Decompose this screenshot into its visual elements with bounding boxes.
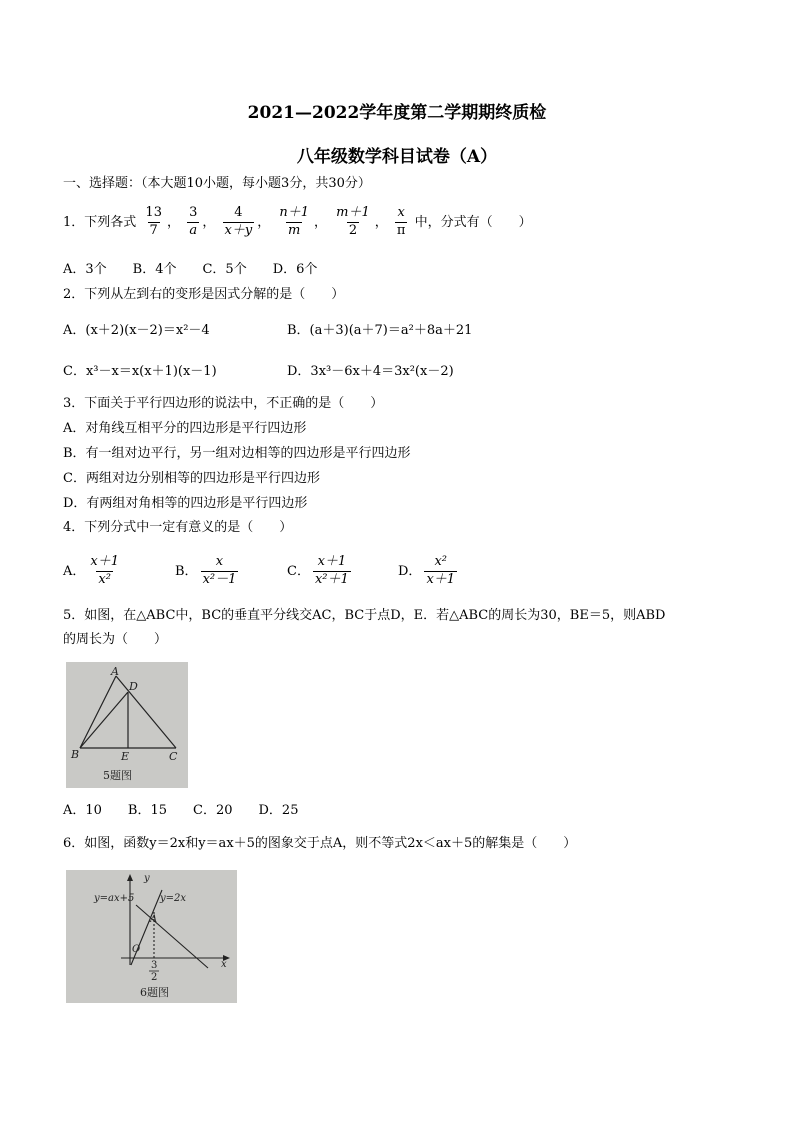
q5-label-d: D xyxy=(129,680,138,693)
q6-figure xyxy=(66,870,237,1003)
q5-figure xyxy=(66,662,188,788)
q6-tick-den: 2 xyxy=(151,972,158,983)
q3-option-b: B．有一组对边平行，另一组对边相等的四边形是平行四边形 xyxy=(63,446,411,461)
q6-label-x: x xyxy=(221,959,227,970)
q2-option-a: A．(x＋2)(x－2)＝x²－4 xyxy=(63,323,210,338)
q5-stem-line1: 5．如图，在△ABC中，BC的垂直平分线交AC，BC于点D，E．若△ABC的周长为30，BE＝5，则ABD xyxy=(63,608,666,623)
q3-stem: 3．下面关于平行四边形的说法中，不正确的是（ ） xyxy=(63,396,384,411)
q1-fraction: $\frac{13}{7}$ xyxy=(145,205,162,238)
q5-label-b: B xyxy=(71,748,80,761)
exam-subtitle: 八年级数学科目试卷（A） xyxy=(296,147,498,167)
q5-label-e: E xyxy=(121,750,130,763)
q4-stem: 4．下列分式中一定有意义的是（ ） xyxy=(63,520,293,535)
q1-fraction: $\frac{n+1}{m}$ xyxy=(279,205,310,238)
q2-stem: 2．下列从左到右的变形是因式分解的是（ ） xyxy=(63,287,345,302)
q6-stem: 6．如图，函数y＝2x和y＝ax＋5的图象交于点A，则不等式2x＜ax＋5的解集是（ ） xyxy=(63,836,577,851)
q4-option-b: B． $\frac{x}{\text{x²－1}}$ xyxy=(175,554,237,587)
q1-options: A．3个 B．4个 C．5个 D．6个 xyxy=(63,262,318,277)
q6-caption: 6题图 xyxy=(140,986,169,999)
q6-label-origin: O xyxy=(132,944,141,955)
q2-option-c: C．x³－x＝x(x＋1)(x－1) xyxy=(63,364,217,379)
question-1: 1．下列各式 $\frac{13}{7}$ ， $\frac{3}{a}$ ， $\frac{4}{x+y}$ ， $\frac{n+1}{m}$ ， $\frac{m+1}{2}$ ， $\frac{x}{\pi}$ 中，分式有（ ） xyxy=(63,205,532,238)
q1-fraction: $\frac{4}{x+y}$ xyxy=(224,205,253,238)
exam-title: 2021—2022学年度第二学期期终质检 xyxy=(247,103,547,123)
q3-option-d: D．有两组对角相等的四边形是平行四边形 xyxy=(63,496,308,511)
q4-option-d: D． $\frac{\text{x²}}{x+1}$ xyxy=(398,554,456,587)
q6-label-a: A xyxy=(150,914,158,925)
q1-stem-prefix: 1．下列各式 xyxy=(63,214,137,230)
q1-fraction: $\frac{m+1}{2}$ xyxy=(336,205,370,238)
q3-option-a: A．对角线互相平分的四边形是平行四边形 xyxy=(63,421,307,436)
q5-caption: 5题图 xyxy=(103,769,132,782)
q2-option-d: D．3x³－6x＋4＝3x²(x－2) xyxy=(287,364,454,379)
q5-label-a: A xyxy=(111,665,119,678)
q6-tick-num: 3 xyxy=(151,960,158,971)
q5-stem-line2: 的周长为（ ） xyxy=(63,632,168,647)
q6-label-2x: y=2x xyxy=(160,893,187,904)
q1-stem-suffix: 中，分式有（ ） xyxy=(414,214,532,230)
q5-label-c: C xyxy=(169,750,178,763)
q5-side-ac xyxy=(116,676,176,748)
q3-option-c: C．两组对边分别相等的四边形是平行四边形 xyxy=(63,471,320,486)
q2-option-b: B．(a＋3)(a＋7)＝a²＋8a＋21 xyxy=(287,323,473,338)
q4-option-c: C． $\frac{x+1}{\text{x²＋1}}$ xyxy=(287,554,349,587)
q4-option-a: A． $\frac{x+1}{\text{x²}}$ xyxy=(63,554,119,587)
q6-label-ax5: y=ax+5 xyxy=(94,893,135,904)
q1-fraction: $\frac{3}{a}$ xyxy=(189,205,198,238)
q1-fraction: $\frac{x}{\pi}$ xyxy=(396,205,406,238)
q5-options: A．10 B．15 C．20 D．25 xyxy=(63,803,299,818)
q6-label-y: y xyxy=(144,873,150,884)
section-heading: 一、选择题：（本大题10小题，每小题3分，共30分） xyxy=(63,176,371,191)
q6-y-arrow xyxy=(127,874,133,881)
